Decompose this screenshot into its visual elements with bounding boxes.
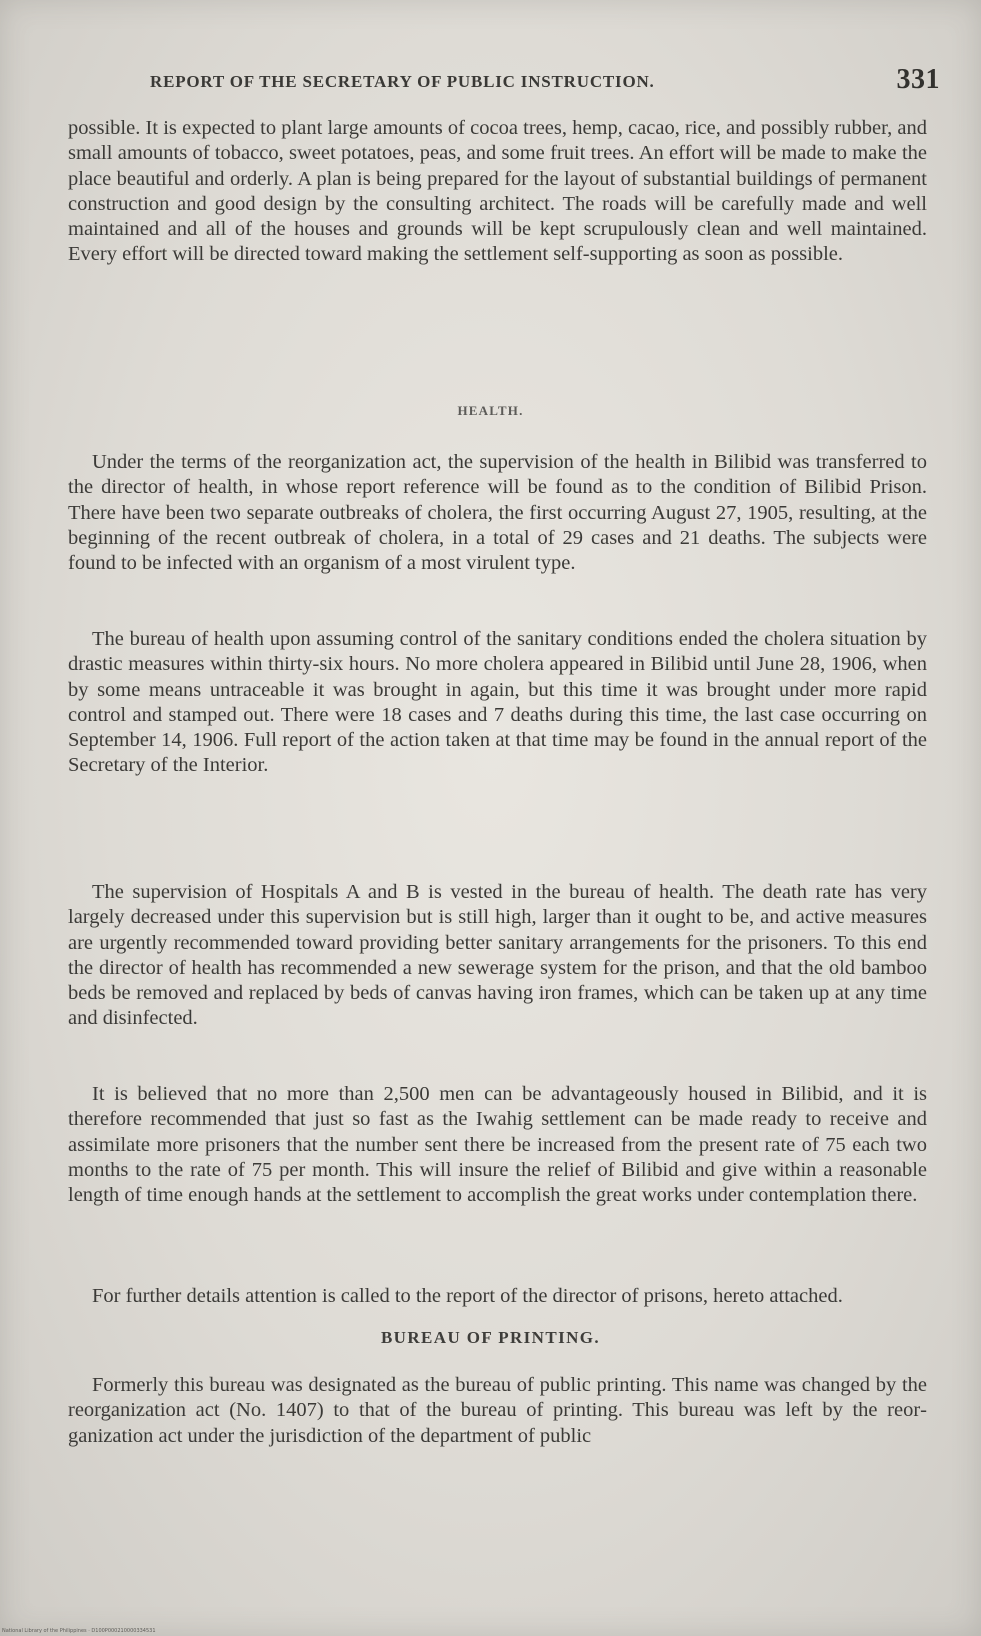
health-paragraph-2: The bureau of health upon assuming control of the sanitary conditions ended the cholera situation by drastic measures within thirty-six hours. No more cholera appeared in Bilibid until June 28, 1906, when by some means untraceable it was brought in again, but this time it was brought under more rapid control and stamped out. There were 18 cases and 7 deaths during this time, the last case occurring on September 14, 1906. Full report of the action taken at that time may be found in the annual report of the Secretary of the Interior. (68, 628, 927, 777)
page-number: 331 (896, 64, 940, 95)
health-paragraph-1: Under the terms of the reorganization act, the supervision of the health in Bilibid was transferred to the director of health, in whose report reference will be found as to the condition of Bilibid Prison. There have been two separate outbreaks of cholera, the first occurring August 27, 1905, resulting, at the beginning of the recent outbreak of cholera, in a total of 29 cases and 21 deaths. The subjects were found to be infected with an organism of a most virulent type. (68, 451, 927, 575)
library-footer-stamp: National Library of the Philippines · D100P000210000334531 (2, 1628, 156, 1634)
intro-paragraph: possible. It is expected to plant large amounts of cocoa trees, hemp, cacao, rice, and possibly rubber, and small amounts of tobacco, sweet potatoes, peas, and some fruit trees. An effort will be made to make the place beautiful and orderly. A plan is being prepared for the layout of substantial buildings of permanent construction and good design by the consulting architect. The roads will be carefully made and well maintained and all of the houses and grounds will be kept scrupulously clean and well maintained. Every effort will be directed toward making the settlement self-supporting as soon as possible. (68, 117, 927, 266)
health-heading: HEALTH. (457, 403, 524, 418)
health-paragraph-3: The supervision of Hospitals A and B is vested in the bureau of health. The death rate has very largely decreased under this supervision but is still high, larger than it ought to be, and active measures are urgently recommended toward providing better sanitary arrangements for the prisoners. To this end the director of health has recommended a new sewerage system for the prison, and that the old bamboo beds be removed and replaced by beds of canvas having iron frames, which can be taken up at any time and disinfected. (68, 881, 927, 1030)
page-header (150, 64, 940, 98)
health-paragraph-4: It is believed that no more than 2,500 men can be advantageously housed in Bilibid, and it is therefore recommended that just so fast as the Iwahig settlement can be made ready to receive and assimilate more prisoners that the number sent there be increased from the present rate of 75 each two months to the rate of 75 per month. This will insure the relief of Bilibid and give within a reasonable length of time enough hands at the settlement to accomplish the great works under contemplation there. (68, 1083, 927, 1207)
running-head: REPORT OF THE SECRETARY OF PUBLIC INSTRUCTION. (150, 72, 655, 91)
printing-heading: BUREAU OF PRINTING. (380, 1328, 601, 1347)
printing-paragraph: Formerly this bureau was designated as the bureau of public printing. This name was changed by the reorganization act (No. 1407) to that of the bureau of printing. This bureau was left by the reorganization act under the jurisdiction of the department of public (68, 1374, 927, 1447)
health-paragraph-5: For further details attention is called to the report of the director of prisons, hereto attached. (92, 1285, 843, 1307)
